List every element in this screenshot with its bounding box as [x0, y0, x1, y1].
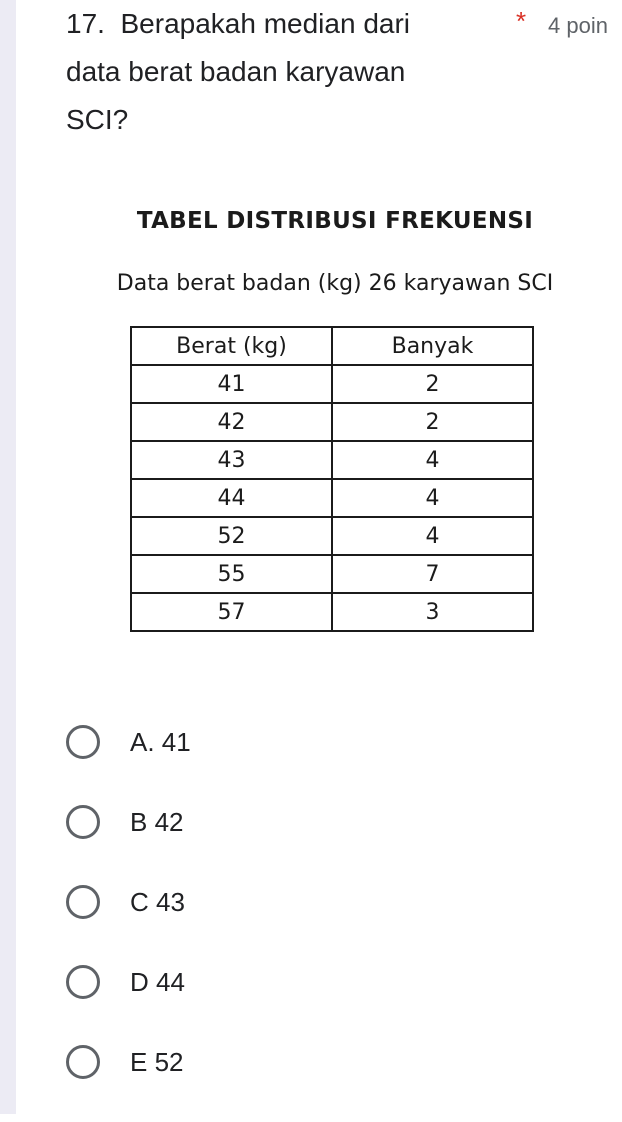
table-cell-count: 7 [332, 555, 533, 593]
table-header-count: Banyak [332, 327, 533, 365]
table-header-weight: Berat (kg) [131, 327, 332, 365]
question-title-line-1: 17. Berapakah median dari [66, 8, 411, 39]
answer-options [66, 722, 606, 1122]
option-d[interactable] [66, 962, 606, 1002]
option-label: D 44 [130, 967, 185, 997]
option-label: E 52 [130, 1047, 184, 1077]
radio-button-icon[interactable] [66, 1045, 100, 1079]
table-cell-count: 2 [332, 403, 533, 441]
option-b[interactable] [66, 802, 606, 842]
question-title-line-2: data berat badan karyawan [66, 56, 406, 87]
table-cell-count: 4 [332, 517, 533, 555]
table-row [131, 555, 533, 593]
radio-button-icon[interactable] [66, 805, 100, 839]
table-row [131, 517, 533, 555]
radio-button-icon[interactable] [66, 725, 100, 759]
frequency-table [130, 326, 534, 632]
radio-button-icon[interactable] [66, 885, 100, 919]
figure-title: TABEL DISTRIBUSI FREKUENSI [136, 208, 534, 234]
option-label: A. 41 [130, 727, 191, 757]
form-left-rail [0, 0, 16, 1114]
question-title [66, 0, 486, 144]
table-cell-weight: 55 [131, 555, 332, 593]
table-cell-weight: 43 [131, 441, 332, 479]
table-cell-weight: 44 [131, 479, 332, 517]
table-row [131, 479, 533, 517]
table-row [131, 365, 533, 403]
option-label: B 42 [130, 807, 184, 837]
option-label: C 43 [130, 887, 185, 917]
option-a[interactable] [66, 722, 606, 762]
option-c[interactable] [66, 882, 606, 922]
table-cell-weight: 52 [131, 517, 332, 555]
table-cell-weight: 41 [131, 365, 332, 403]
table-cell-count: 4 [332, 441, 533, 479]
table-cell-count: 3 [332, 593, 533, 631]
question-image [60, 200, 610, 660]
question-points: 4 poin [548, 13, 608, 38]
table-row [131, 593, 533, 631]
option-e[interactable] [66, 1042, 606, 1082]
table-row [131, 403, 533, 441]
table-header-row [131, 327, 533, 365]
figure-subtitle: Data berat badan (kg) 26 karyawan SCI [116, 271, 554, 296]
table-cell-weight: 42 [131, 403, 332, 441]
table-row [131, 441, 533, 479]
table-cell-weight: 57 [131, 593, 332, 631]
question-title-line-3: SCI? [66, 104, 129, 135]
table-cell-count: 4 [332, 479, 533, 517]
radio-button-icon[interactable] [66, 965, 100, 999]
required-asterisk: * [516, 6, 527, 36]
question-number: 17. [66, 8, 105, 39]
table-cell-count: 2 [332, 365, 533, 403]
